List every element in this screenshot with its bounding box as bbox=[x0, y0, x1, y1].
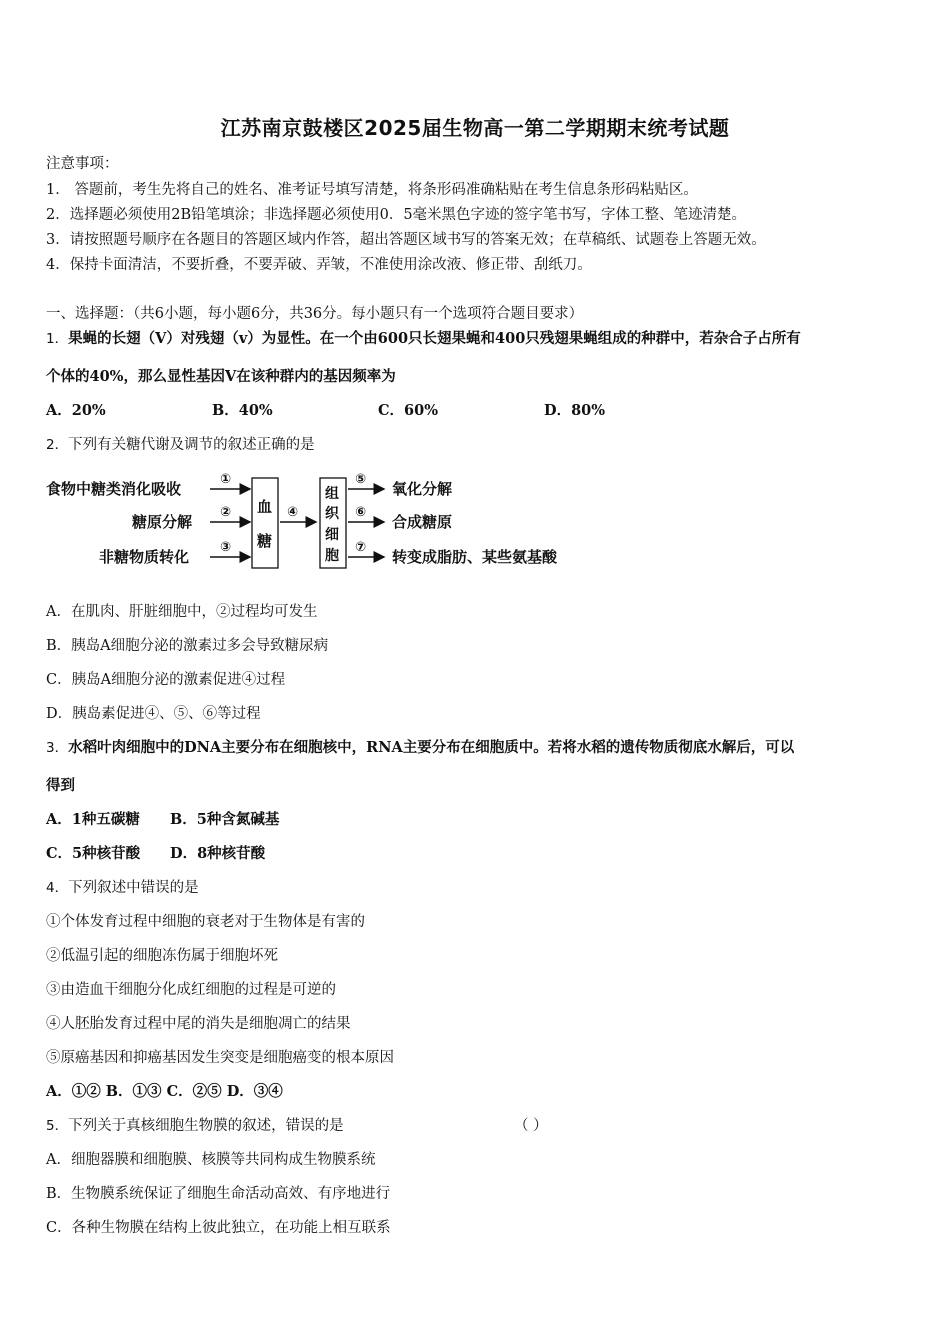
question-text: 下列叙述中错误的是 bbox=[68, 880, 199, 896]
option-d: D．8种核苷酸 bbox=[170, 845, 266, 862]
exam-title: 江苏南京鼓楼区2025届生物高一第二学期期末统考试题 bbox=[220, 116, 730, 140]
question-number: 1． bbox=[46, 331, 69, 347]
statement-3: ③由造血干细胞分化成红细胞的过程是可逆的 bbox=[46, 982, 336, 998]
mark-1: ① bbox=[220, 472, 232, 487]
q2-option-b: B．胰岛A细胞分泌的激素过多会导致糖尿病 bbox=[46, 638, 329, 654]
option-b: B．5种含氮碱基 bbox=[170, 811, 280, 828]
note-item-1: 1． 答题前，考生先将自己的姓名、准考证号填写清楚，将条形码准确粘贴在考生信息条形码粘贴区。 bbox=[46, 182, 698, 198]
mark-4: ④ bbox=[287, 505, 299, 520]
notes-heading: 注意事项： bbox=[46, 156, 119, 172]
sugar-metabolism-diagram bbox=[44, 462, 604, 582]
question-2 bbox=[46, 433, 315, 454]
question-1 bbox=[46, 327, 801, 348]
note-item-2: 2．选择题必须使用2B铅笔填涂；非选择题必须使用0．5毫米黑色字迹的签字笔书写，字体工整、笔迹清楚。 bbox=[46, 207, 747, 223]
q2-option-a: A．在肌肉、肝脏细胞中，②过程均可发生 bbox=[46, 604, 318, 620]
tissue-box-char-2: 织 bbox=[325, 506, 339, 522]
blood-box-char-2: 糖 bbox=[257, 532, 273, 550]
q2-option-d: D．胰岛素促进④、⑤、⑥等过程 bbox=[46, 706, 261, 722]
question-1-continued: 个体的40%，那么显性基因V在该种群内的基因频率为 bbox=[46, 368, 396, 385]
question-text: 下列有关糖代谢及调节的叙述正确的是 bbox=[68, 437, 315, 453]
question-number: 2． bbox=[46, 437, 69, 453]
mark-7: ⑦ bbox=[355, 540, 367, 555]
note-item-4: 4．保持卡面清洁，不要折叠，不要弄破、弄皱，不准使用涂改液、修正带、刮纸刀。 bbox=[46, 257, 592, 273]
blood-box-char-1: 血 bbox=[257, 498, 273, 516]
mark-5: ⑤ bbox=[355, 472, 367, 487]
question-5 bbox=[46, 1114, 344, 1135]
blood-sugar-box bbox=[252, 478, 278, 568]
note-item-3: 3．请按照题号顺序在各题目的答题区域内作答，超出答题区域书写的答案无效；在草稿纸、试题卷上答题无效。 bbox=[46, 232, 766, 248]
source-label-1: 食物中糖类消化吸收 bbox=[46, 480, 182, 498]
section-heading: 一、选择题：（共6小题，每小题6分，共36分。每小题只有一个选项符合题目要求） bbox=[46, 306, 584, 322]
tissue-box-char-4: 胞 bbox=[325, 548, 339, 564]
question-4 bbox=[46, 876, 199, 897]
question-1-options bbox=[46, 399, 605, 420]
question-text: 下列关于真核细胞生物膜的叙述，错误的是 bbox=[68, 1118, 344, 1134]
statement-2: ②低温引起的细胞冻伤属于细胞坏死 bbox=[46, 948, 278, 964]
q5-option-b: B．生物膜系统保证了细胞生命活动高效、有序地进行 bbox=[46, 1186, 391, 1202]
source-label-3: 非糖物质转化 bbox=[99, 548, 190, 566]
question-number: 3． bbox=[46, 740, 69, 756]
q5-option-c: C．各种生物膜在结构上彼此独立，在功能上相互联系 bbox=[46, 1220, 391, 1236]
option-a: A．20% bbox=[46, 402, 106, 419]
question-text: 果蝇的长翅（V）对残翅（v）为显性。在一个由600只长翅果蝇和400只残翅果蝇组成的种群中，若杂合子占所有 bbox=[68, 330, 801, 347]
option-c: C．60% bbox=[378, 402, 438, 419]
question-3 bbox=[46, 736, 794, 757]
option-d: D．80% bbox=[544, 402, 606, 419]
q3-options-row-2 bbox=[46, 842, 265, 863]
statement-4: ④人胚胎发育过程中尾的消失是细胞凋亡的结果 bbox=[46, 1016, 351, 1032]
outcome-label-2: 合成糖原 bbox=[392, 513, 453, 531]
q2-option-c: C．胰岛A细胞分泌的激素促进④过程 bbox=[46, 672, 286, 688]
tissue-box-char-1: 组 bbox=[325, 486, 339, 502]
q4-options: A．①② B．①③ C．②⑤ D．③④ bbox=[46, 1083, 283, 1100]
q5-option-a: A．细胞器膜和细胞膜、核膜等共同构成生物膜系统 bbox=[46, 1152, 376, 1168]
source-label-2: 糖原分解 bbox=[132, 513, 193, 531]
question-3-continued: 得到 bbox=[46, 777, 75, 794]
outcome-label-1: 氧化分解 bbox=[392, 480, 453, 498]
mark-2: ② bbox=[220, 505, 232, 520]
tissue-box-char-3: 细 bbox=[325, 527, 339, 543]
mark-3: ③ bbox=[220, 540, 232, 555]
question-number: 5． bbox=[46, 1118, 69, 1134]
question-number: 4． bbox=[46, 880, 69, 896]
option-b: B．40% bbox=[212, 402, 273, 419]
mark-6: ⑥ bbox=[355, 505, 367, 520]
option-c: C．5种核苷酸 bbox=[46, 845, 141, 862]
answer-parentheses: （ ） bbox=[514, 1118, 548, 1134]
statement-1: ①个体发育过程中细胞的衰老对于生物体是有害的 bbox=[46, 914, 365, 930]
statement-5: ⑤原癌基因和抑癌基因发生突变是细胞癌变的根本原因 bbox=[46, 1050, 394, 1066]
q3-options-row-1 bbox=[46, 808, 279, 829]
option-a: A．1种五碳糖 bbox=[46, 811, 140, 828]
outcome-label-3: 转变成脂肪、某些氨基酸 bbox=[392, 548, 558, 566]
question-text: 水稻叶肉细胞中的DNA主要分布在细胞核中，RNA主要分布在细胞质中。若将水稻的遗传物质彻底水解后，可以 bbox=[68, 739, 795, 756]
